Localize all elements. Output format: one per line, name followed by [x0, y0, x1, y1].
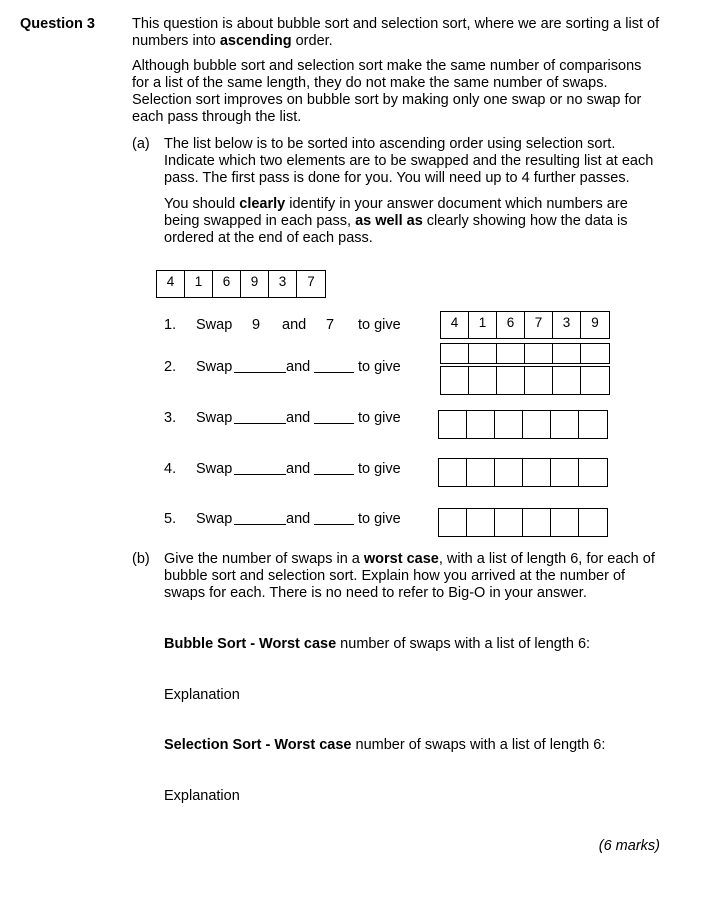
pass-4-result	[438, 458, 608, 487]
swap-blank-b[interactable]	[314, 359, 354, 377]
part-b-label: (b)	[132, 551, 150, 567]
list-cell: 7	[307, 274, 315, 289]
and-label: and	[286, 410, 311, 426]
list-cell: 4	[157, 271, 185, 297]
result-cell[interactable]	[551, 459, 579, 486]
and-label: and	[286, 359, 311, 375]
swap-blank-a[interactable]	[234, 410, 286, 428]
to-give-label: to give	[358, 410, 401, 426]
pass-number: 4.	[164, 461, 177, 477]
result-cell[interactable]	[497, 344, 525, 363]
result-cell[interactable]	[579, 509, 607, 536]
result-cell: 4	[441, 312, 469, 338]
result-cell[interactable]	[551, 509, 579, 536]
pass-number: 3.	[164, 410, 177, 426]
swap-label: Swap	[196, 511, 233, 527]
pass-2-result	[440, 366, 610, 395]
to-give-label: to give	[358, 359, 401, 375]
list-cell: 1	[185, 271, 213, 297]
pass-number: 5.	[164, 511, 177, 527]
swap-label: Swap	[196, 461, 233, 477]
list-cell: 3	[269, 271, 297, 297]
pass-number: 2.	[164, 359, 177, 375]
result-cell[interactable]	[469, 344, 497, 363]
result-cell[interactable]	[523, 509, 551, 536]
swap-value-a: 9	[252, 317, 261, 333]
result-cell: 3	[553, 312, 581, 338]
result-cell[interactable]	[467, 459, 495, 486]
result-cell[interactable]	[439, 411, 467, 438]
question-paragraph: Although bubble sort and selection sort make the same number of comparisons for a list of the same length, they do not make the same number of swaps. Selection sort improves on bubble sort by making only one swap or no swap for each pass through the list.	[132, 58, 642, 125]
pass-5-result	[438, 508, 608, 537]
selection-sort-question: Selection Sort - Worst case number of swaps with a list of length 6:	[164, 737, 606, 753]
result-cell[interactable]	[579, 411, 607, 438]
part-a-label: (a)	[132, 136, 150, 152]
and-label: and	[286, 511, 311, 527]
part-b-text: Give the number of swaps in a worst case, with a list of length 6, for each of bubble sort and selection sort. Explain how you arrived at the number of swaps for each. There is no need to refer to Big-O in your answer.	[164, 551, 655, 601]
result-cell[interactable]	[469, 367, 497, 394]
swap-label: Swap	[196, 410, 233, 426]
swap-blank-a[interactable]	[234, 461, 286, 479]
pass-1-result	[440, 311, 610, 339]
result-cell[interactable]	[441, 344, 469, 363]
marks-label: (6 marks)	[598, 838, 660, 854]
result-cell[interactable]	[497, 367, 525, 394]
result-cell[interactable]	[523, 411, 551, 438]
question-intro: This question is about bubble sort and selection sort, where we are sorting a list of numbers into ascending order.	[132, 16, 660, 49]
result-cell[interactable]	[441, 367, 469, 394]
swap-blank-b[interactable]	[314, 410, 354, 428]
result-cell[interactable]	[495, 509, 523, 536]
part-a-text: The list below is to be sorted into ascending order using selection sort. Indicate which two elements are to be swapped and the resulting list at each pass. The first pass is done for you. You will need up to 4 further passes.	[164, 136, 654, 186]
result-cell[interactable]	[525, 367, 553, 394]
swap-blank-b[interactable]	[314, 511, 354, 529]
explanation-label-2: Explanation	[164, 788, 240, 804]
result-cell[interactable]	[553, 367, 581, 394]
swap-label: Swap	[196, 359, 233, 375]
question-label: Question 3	[20, 16, 95, 32]
initial-list	[156, 270, 326, 298]
result-cell[interactable]	[495, 459, 523, 486]
swap-value-b: 7	[326, 317, 335, 333]
result-cell[interactable]	[467, 509, 495, 536]
result-cell[interactable]	[439, 509, 467, 536]
result-cell: 1	[469, 312, 497, 338]
swap-blank-b[interactable]	[314, 461, 354, 479]
swap-blank-a[interactable]	[234, 511, 286, 529]
to-give-label: to give	[358, 511, 401, 527]
result-cell[interactable]	[467, 411, 495, 438]
result-cell[interactable]	[581, 367, 609, 394]
list-cell: 6	[213, 271, 241, 297]
result-cell: 9	[591, 315, 599, 330]
pass-2-result-top	[440, 343, 610, 364]
list-cell: 9	[241, 271, 269, 297]
result-cell[interactable]	[553, 344, 581, 363]
swap-blank-a[interactable]	[234, 359, 286, 377]
and-label: and	[282, 317, 307, 333]
result-cell[interactable]	[525, 344, 553, 363]
bubble-sort-question: Bubble Sort - Worst case number of swaps with a list of length 6:	[164, 636, 591, 652]
to-give-label: to give	[358, 317, 401, 333]
to-give-label: to give	[358, 461, 401, 477]
result-cell[interactable]	[439, 459, 467, 486]
pass-number: 1.	[164, 317, 177, 333]
result-cell[interactable]	[579, 459, 607, 486]
result-cell[interactable]	[523, 459, 551, 486]
result-cell[interactable]	[581, 344, 609, 363]
and-label: and	[286, 461, 311, 477]
part-a-instructions: You should clearly identify in your answer document which numbers are being swapped in each pass, as well as clearly showing how the data is ordered at the end of each pass.	[164, 196, 628, 246]
pass-3-result	[438, 410, 608, 439]
explanation-label-1: Explanation	[164, 687, 240, 703]
result-cell: 7	[525, 312, 553, 338]
result-cell: 6	[497, 312, 525, 338]
result-cell[interactable]	[551, 411, 579, 438]
swap-label: Swap	[196, 317, 233, 333]
result-cell[interactable]	[495, 411, 523, 438]
